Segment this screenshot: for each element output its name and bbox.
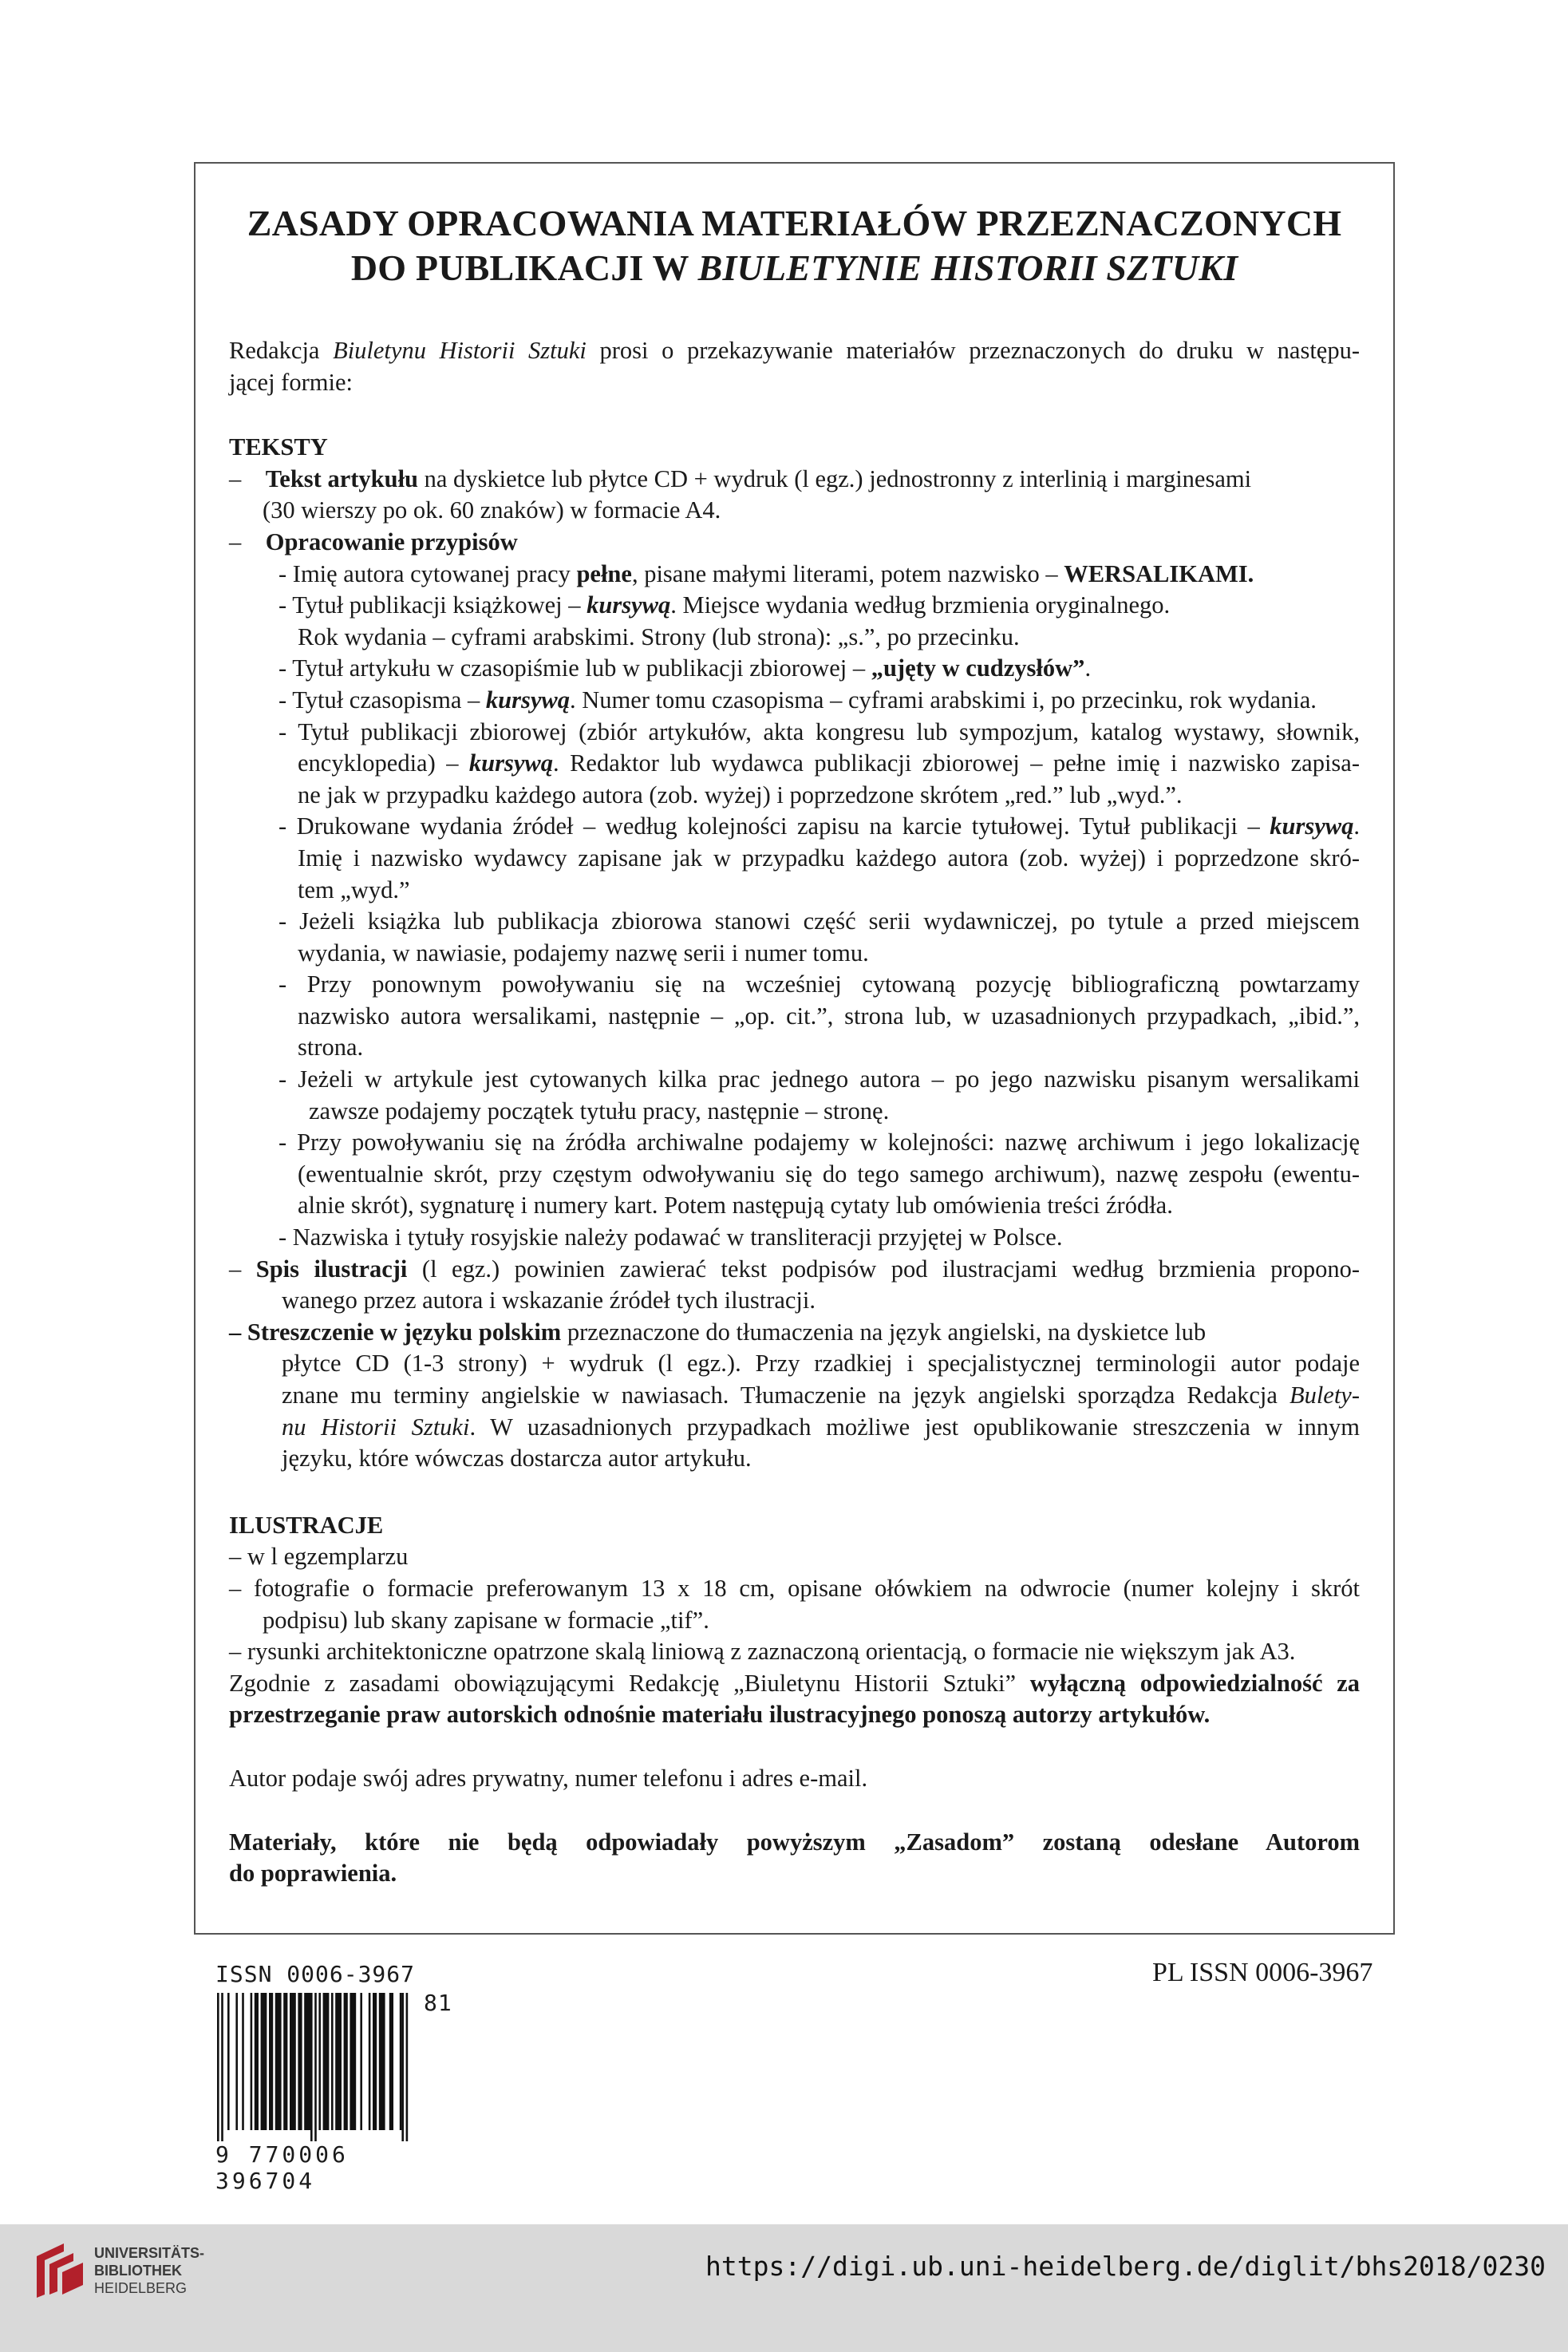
title-line-2 [229,246,1360,291]
sub-item-cont: Rok wydania – cyframi arabskimi. Strony (lub strona): „s.”, po przecinku. [298,623,1020,650]
barcode-bar [235,1993,238,2130]
item-text: (l egz.) powinien zawierać tekst podpisów pod ilustracjami według brzmienia propono- [407,1255,1360,1283]
sub-item [229,811,1360,843]
responsibility-line-2 [229,1699,1360,1731]
closing-line-1 [229,1827,1360,1859]
sub-item-cont [229,748,1360,780]
barcode-bar [389,1993,393,2130]
journal-name: nu Historii Sztuki [282,1413,470,1441]
list-item-cont [229,1380,1360,1412]
section-ilustracje [229,1510,1360,1731]
intro-line-2: jącej formie: [229,368,353,396]
title-line-2-prefix: DO PUBLIKACJI W [350,247,698,288]
sub-bold: „ujęty w cudzysłów” [871,654,1085,682]
item-label: – Streszczenie w języku polskim [229,1318,562,1346]
sub-bold: pełne [576,559,632,587]
list-item [229,464,1360,496]
list-item-cont: podpisu) lub skany zapisane w formacie „tif”. [263,1606,709,1634]
item-bold: przestrzeganie praw autorskich odnośnie materiału ilustracyjnego ponoszą autorzy artykułów. [229,1701,1211,1729]
barcode-bar [331,1993,334,2130]
barcode-bar [401,1993,404,2141]
sub-text: - Drukowane wydania źródeł – według kolejności zapisu na karcie tytułowej. Tytuł publikacji – [278,812,1270,840]
barcode [214,1961,452,2194]
sub-item-cont: nazwisko autora wersalikami, następnie – „op. cit.”, strona lub, w uzasadnionych przypadkach, „ibid.”, [298,1002,1360,1030]
sub-bold-italic: kursywą [468,749,553,777]
barcode-bar [406,1993,409,2141]
sub-text: . Numer tomu czasopisma – cyframi arabskimi i, po przecinku, rok wydania. [569,686,1317,714]
closing-line-2 [229,1858,1360,1890]
footer-bar [0,2224,1568,2352]
closing-text: do poprawienia. [229,1860,397,1888]
journal-name: Biuletynu Historii Sztuki [333,337,587,364]
barcode-bar [323,1993,330,2130]
barcode-bar [335,1993,342,2130]
sub-item: - Jeżeli książka lub publikacja zbiorowa stanowi część serii wydawniczej, po tytule a przed miejscem [278,907,1360,935]
section-heading-ilustracje: ILUSTRACJE [229,1511,384,1539]
document-body [229,201,1360,1890]
item-text: na dyskietce lub płytce CD + wydruk (l egz.) jednostronny z interlinią i marginesami [418,464,1252,492]
item-label: Spis ilustracji [255,1255,408,1283]
barcode-bar [275,1993,282,2130]
sub-bold-italic: kursywą [587,591,671,619]
barcode-bar [269,1993,273,2130]
barcode-bar [360,1993,362,2130]
issn-label: PL ISSN 0006-3967 [1152,1958,1373,1987]
barcode-bar [298,1993,302,2130]
item-text: Zgodnie z zasadami obowiązującymi Redakcję „Biuletynu Historii Sztuki” [229,1669,1030,1697]
sub-bold-italic: kursywą [1270,812,1354,840]
library-name-line: UNIVERSITÄTS- [94,2245,205,2261]
sub-item-cont: tem „wyd.” [298,876,410,903]
list-item-cont: języku, które wówczas dostarcza autor artykułu. [282,1445,752,1472]
sub-item [229,559,1360,591]
sub-text: . Redaktor lub wydawca publikacji zbiorowej – pełne imię i nazwisko zapisa- [553,749,1360,777]
barcode-bar [310,1993,313,2141]
barcode-bar [314,1993,317,2141]
sub-text: encyklopedia) – [298,749,469,777]
list-item-cont [229,1412,1360,1444]
sub-item: - Przy ponownym powoływaniu się na wcześniej cytowaną pozycję bibliograficzną powtarzamy [278,970,1360,998]
dash: – [229,1255,256,1283]
sub-item [229,653,1360,685]
barcode-bar [255,1993,259,2130]
sub-text: . Miejsce wydania według brzmienia oryginalnego. [670,591,1171,619]
list-item [229,1254,1360,1286]
sub-item [229,685,1360,717]
barcode-bar [221,1993,223,2141]
sub-item: - Nazwiska i tytuły rosyjskie należy podawać w transliteracji przyjętej w Polsce. [278,1223,1063,1251]
source-url-link[interactable]: https://digi.ub.uni-heidelberg.de/diglit/bhs2018/0230 [705,2251,1546,2282]
intro-line-1 [229,335,1360,367]
closing-text: Materiały, które nie będą odpowiadały powyższym „Zasadom” zostaną odesłane Autorom [229,1828,1360,1856]
section-teksty [229,432,1360,1475]
barcode-bar [242,1993,244,2130]
list-item: – w l egzemplarzu [229,1543,409,1571]
barcode-bar [318,1993,321,2130]
barcode-issn-label: ISSN 0006-3967 [215,1961,416,1987]
barcode-addon-digits: 81 [424,1990,452,2016]
barcode-bar [379,1993,385,2130]
sub-item-cont: Imię i nazwisko wydawcy zapisane jak w przypadku każdego autora (zob. wyżej) i poprzedzone skró- [298,844,1360,872]
library-name-line: HEIDELBERG [94,2280,188,2296]
library-name-line: BIBLIOTHEK [94,2263,182,2279]
responsibility-line-1 [229,1668,1360,1700]
dash: – [229,528,242,555]
title-line-2-italic: BIULETYNIE HISTORII SZTUKI [697,247,1238,288]
journal-name: Bulety- [1289,1382,1360,1409]
barcode-bars [214,1993,453,2141]
sub-item-cont: wydania, w nawiasie, podajemy nazwę serii i numer tomu. [298,939,869,966]
barcode-bar [251,1993,253,2130]
list-item-cont: (30 wierszy po ok. 60 znaków) w formacie A4. [263,496,721,524]
list-item [229,1317,1360,1349]
sub-item: - Przy powoływaniu się na źródła archiwalne podajemy w kolejności: nazwę archiwum i jego lokalizację [278,1129,1360,1156]
sub-text: , pisane małymi literami, potem nazwisko – [631,559,1064,587]
item-label: Tekst artykułu [265,464,419,492]
item-text: znane mu terminy angielskie w nawiasach. Tłumaczenie na język angielski sporządza Redakcja [282,1382,1290,1409]
sub-text: - Tytuł artykułu w czasopiśmie lub w publikacji zbiorowej – [278,654,871,682]
barcode-bar [304,1993,310,2130]
barcode-bar [373,1993,377,2130]
sub-item [229,590,1360,622]
item-bold: wyłączną odpowiedzialność za [1029,1669,1360,1697]
sub-item-cont: (ewentualnie skrót, przy częstym odwoływaniu się do tego samego archiwum), nazwę zespołu (ewentu- [298,1160,1360,1188]
contact-note: Autor podaje swój adres prywatny, numer telefonu i adres e-mail. [229,1764,868,1792]
intro-paragraph [229,335,1360,398]
library-logo-icon [32,2239,88,2301]
barcode-bar [369,1993,371,2130]
barcode-bar [283,1993,287,2130]
barcode-bar [344,1993,348,2130]
barcode-bar [350,1993,356,2130]
sub-bold: WERSALIKAMI. [1064,559,1254,587]
barcode-bar [227,1993,230,2130]
list-item-cont: wanego przez autora i wskazanie źródeł tych ilustracji. [282,1287,816,1314]
sub-item-cont: zawsze podajemy początek tytułu pracy, następnie – stronę. [309,1097,890,1125]
sub-text: . [1084,654,1092,682]
barcode-bar [400,1993,402,2130]
sub-text: - Tytuł czasopisma – [278,686,486,714]
sub-text: - Tytuł publikacji książkowej – [278,591,587,619]
sub-item-cont: ne jak w przypadku każdego autora (zob. wyżej) i poprzedzone skrótem „red.” lub „wyd.”. [298,781,1183,808]
library-name [94,2244,204,2297]
sub-item-cont: alnie skrót), sygnaturę i numery kart. Potem następują cytaty lub omówienia treści źródła. [298,1192,1173,1219]
barcode-digits: 9 770006 396704 [215,2141,349,2194]
dash: – [229,464,242,492]
list-item: – rysunki architektoniczne opatrzone skalą liniową z zaznaczoną orientacją, o formacie nie większym jak A3. [229,1638,1296,1666]
sub-text: - Imię autora cytowanej pracy [278,559,577,587]
barcode-bar [261,1993,267,2130]
list-item: – fotografie o formacie preferowanym 13 x 18 cm, opisane ołówkiem na odwrocie (numer kolejny i skrót [229,1574,1360,1602]
sub-bold-italic: kursywą [485,686,570,714]
sub-item: - Jeżeli w artykule jest cytowanych kilka prac jednego autora – po jego nazwisku pisanym wersalikami [278,1065,1360,1093]
item-label: Opracowanie przypisów [265,528,518,555]
list-item [229,527,1360,559]
barcode-bar [217,1993,219,2141]
sub-text: . [1353,812,1360,840]
sub-item: - Tytuł publikacji zbiorowej (zbiór artykułów, akta kongresu lub sympozjum, katalog wystawy, słownik, [278,717,1360,745]
closing-note [229,1827,1360,1890]
item-text: . W uzasadnionych przypadkach możliwe jest opublikowanie streszczenia w innym [469,1413,1360,1441]
item-text: przeznaczone do tłumaczenia na język angielski, na dyskietce lub [561,1318,1207,1346]
barcode-bar [290,1993,296,2130]
sub-item-cont: strona. [298,1034,364,1061]
list-item-cont: płytce CD (1-3 strony) + wydruk (l egz.). Przy rzadkiej i specjalistycznej terminologii autor podaje [282,1350,1360,1378]
title-line-1: ZASADY OPRACOWANIA MATERIAŁÓW PRZEZNACZONYCH [247,203,1342,243]
intro-text: Redakcja [229,337,334,364]
section-heading-teksty: TEKSTY [229,433,328,461]
page-title [229,201,1360,291]
intro-text: prosi o przekazywanie materiałów przeznaczonych do druku w następu- [586,337,1360,364]
